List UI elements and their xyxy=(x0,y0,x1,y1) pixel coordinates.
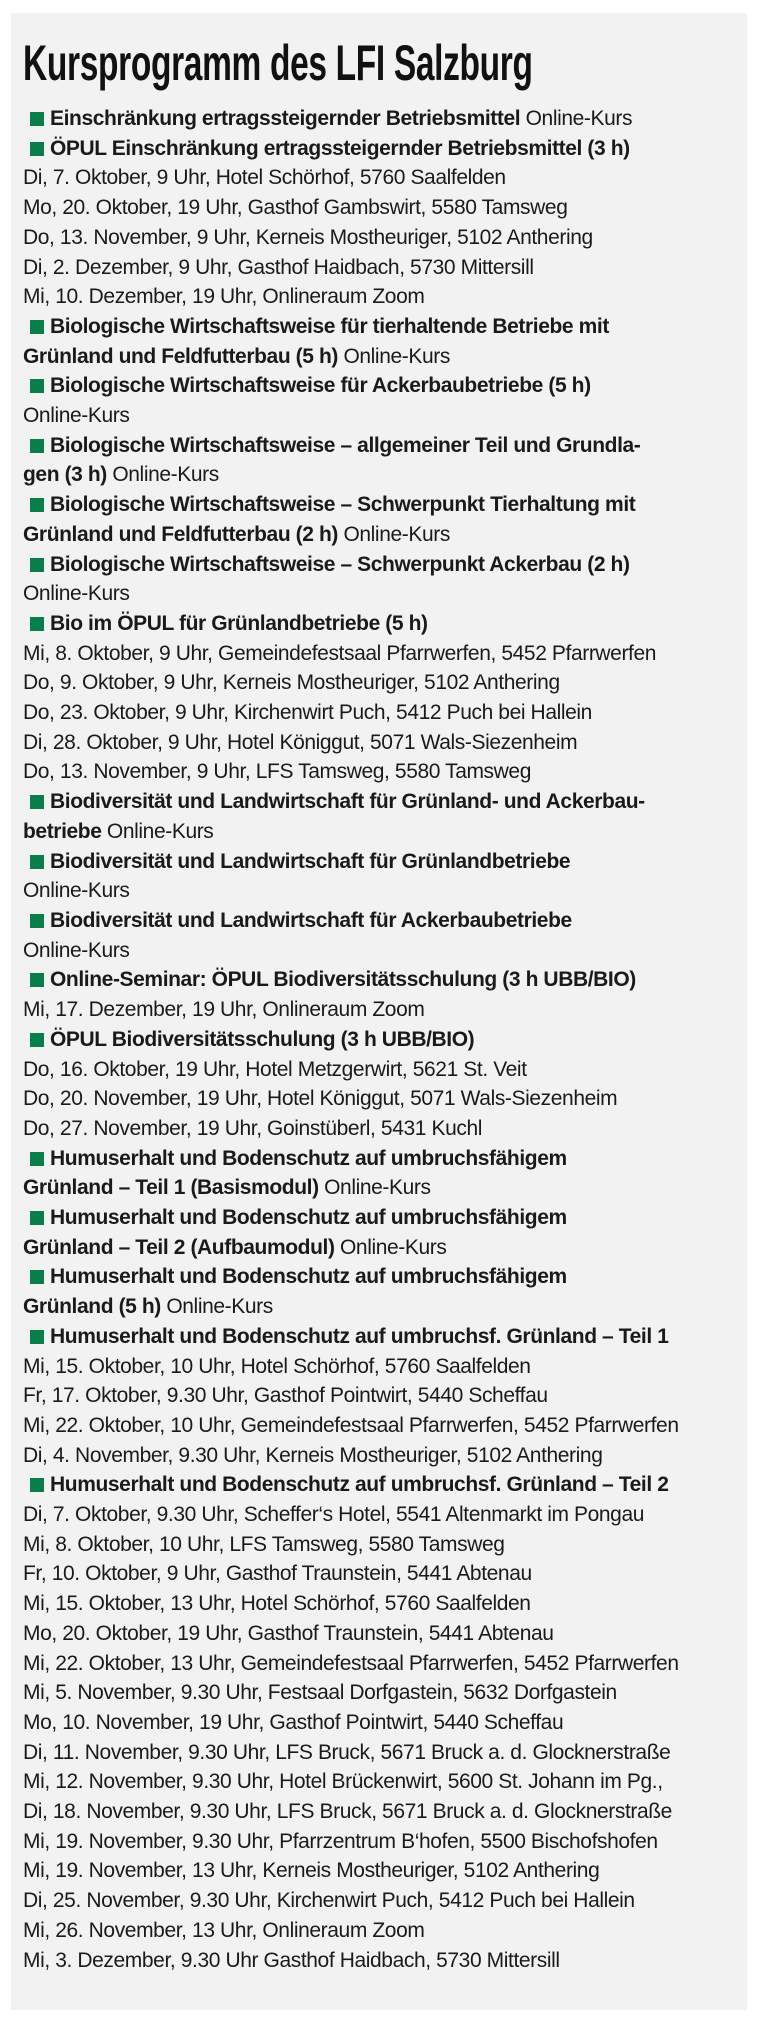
course-detail-text: Di, 7. Oktober, 9.30 Uhr, Scheffer‘s Hotel, 5541 Altenmarkt im Pongau xyxy=(23,1503,645,1527)
course-title-continuation-row xyxy=(23,460,739,490)
course-title-row xyxy=(23,1322,739,1352)
course-detail-text: Mi, 19. November, 13 Uhr, Kerneis Mostheuriger, 5102 Anthering xyxy=(23,1859,600,1883)
course-title-text: Biologische Wirtschaftsweise – Schwerpunkt Ackerbau (2 h) xyxy=(50,552,630,576)
course-session-row xyxy=(23,1827,739,1857)
course-detail-text: Do, 13. November, 9 Uhr, LFS Tamsweg, 5580 Tamsweg xyxy=(23,760,531,784)
course-format-row xyxy=(23,936,739,966)
course-detail-text: Mi, 22. Oktober, 13 Uhr, Gemeindefestsaal Pfarrwerfen, 5452 Pfarrwerfen xyxy=(23,1651,679,1675)
green-square-bullet-icon xyxy=(30,498,44,512)
course-detail-text: Online-Kurs xyxy=(23,879,130,903)
green-square-bullet-icon xyxy=(30,1270,44,1284)
course-format-text: Online-Kurs xyxy=(338,344,450,368)
course-session-row xyxy=(23,668,739,698)
course-title-row xyxy=(23,787,739,817)
course-title-continuation-row xyxy=(23,1173,739,1203)
course-detail-text: Do, 20. November, 19 Uhr, Hotel Königgut, 5071 Wals-Siezenheim xyxy=(23,1087,618,1111)
course-title-text: Grünland (5 h) xyxy=(23,1295,161,1319)
course-detail-text: Mi, 8. Oktober, 9 Uhr, Gemeindefestsaal Pfarrwerfen, 5452 Pfarrwerfen xyxy=(23,641,657,665)
green-square-bullet-icon xyxy=(30,1478,44,1492)
course-title-text: Biodiversität und Landwirtschaft für Grünlandbetriebe xyxy=(50,849,571,873)
course-detail-text: Fr, 10. Oktober, 9 Uhr, Gasthof Traunstein, 5441 Abtenau xyxy=(23,1562,532,1586)
course-title-row xyxy=(23,1025,739,1055)
course-session-row xyxy=(23,995,739,1025)
green-square-bullet-icon xyxy=(30,1152,44,1166)
course-detail-text: Di, 28. Oktober, 9 Uhr, Hotel Königgut, 5071 Wals-Siezenheim xyxy=(23,730,578,754)
green-square-bullet-icon xyxy=(30,1211,44,1225)
course-detail-text: Fr, 17. Oktober, 9.30 Uhr, Gasthof Pointwirt, 5440 Scheffau xyxy=(23,1384,548,1408)
course-session-row xyxy=(23,223,739,253)
green-square-bullet-icon xyxy=(30,914,44,928)
course-title-text: Biologische Wirtschaftsweise – allgemeiner Teil und Grundla- xyxy=(50,433,641,457)
course-detail-text: Do, 23. Oktober, 9 Uhr, Kirchenwirt Puch, 5412 Puch bei Hallein xyxy=(23,701,592,725)
course-session-row xyxy=(23,1589,739,1619)
course-session-row xyxy=(23,639,739,669)
course-session-row xyxy=(23,1559,739,1589)
course-format-text: Online-Kurs xyxy=(334,1235,447,1259)
course-detail-text: Mi, 10. Dezember, 19 Uhr, Onlineraum Zoom xyxy=(23,285,425,309)
course-format-row xyxy=(23,401,739,431)
course-session-row xyxy=(23,698,739,728)
course-session-row xyxy=(23,1055,739,1085)
course-title-row xyxy=(23,965,739,995)
course-detail-text: Online-Kurs xyxy=(23,404,130,428)
course-session-row xyxy=(23,728,739,758)
course-detail-text: Mi, 17. Dezember, 19 Uhr, Onlineraum Zoom xyxy=(23,998,425,1022)
course-session-row xyxy=(23,253,739,283)
course-title-row xyxy=(23,1203,739,1233)
course-title-text: Biodiversität und Landwirtschaft für Ackerbaubetriebe xyxy=(50,908,572,932)
course-session-row xyxy=(23,1441,739,1471)
course-title-row xyxy=(23,906,739,936)
course-detail-text: Di, 4. November, 9.30 Uhr, Kerneis Mostheuriger, 5102 Anthering xyxy=(23,1443,603,1467)
course-title-row xyxy=(23,490,739,520)
course-title-text: Einschränkung ertragssteigernder Betriebsmittel xyxy=(50,107,521,130)
green-square-bullet-icon xyxy=(30,1330,44,1344)
course-session-row xyxy=(23,1946,739,1976)
course-detail-text: Do, 27. November, 19 Uhr, Goinstüberl, 5431 Kuchl xyxy=(23,1116,483,1140)
course-program-panel xyxy=(11,13,747,2010)
course-format-row xyxy=(23,876,739,906)
course-session-row xyxy=(23,1886,739,1916)
course-detail-text: Mi, 22. Oktober, 10 Uhr, Gemeindefestsaal Pfarrwerfen, 5452 Pfarrwerfen xyxy=(23,1413,679,1437)
green-square-bullet-icon xyxy=(30,1033,44,1047)
course-session-row xyxy=(23,1381,739,1411)
course-format-text: Online-Kurs xyxy=(338,522,450,546)
green-square-bullet-icon xyxy=(30,855,44,869)
course-session-row xyxy=(23,1530,739,1560)
course-title-row xyxy=(23,550,739,580)
course-session-row xyxy=(23,1500,739,1530)
course-detail-text: Mi, 8. Oktober, 10 Uhr, LFS Tamsweg, 5580 Tamsweg xyxy=(23,1532,505,1556)
course-session-row xyxy=(23,1767,739,1797)
course-detail-text: Mi, 5. November, 9.30 Uhr, Festsaal Dorfgastein, 5632 Dorfgastein xyxy=(23,1681,617,1705)
course-session-row xyxy=(23,1856,739,1886)
course-title-row xyxy=(23,1144,739,1174)
green-square-bullet-icon xyxy=(30,320,44,334)
course-session-row xyxy=(23,1678,739,1708)
course-detail-text: Mi, 15. Oktober, 10 Uhr, Hotel Schörhof, 5760 Saalfelden xyxy=(23,1354,531,1378)
course-detail-text: Di, 2. Dezember, 9 Uhr, Gasthof Haidbach, 5730 Mittersill xyxy=(23,255,534,279)
course-title-text: ÖPUL Biodiversitätsschulung (3 h UBB/BIO) xyxy=(50,1027,475,1051)
course-title-continuation-row xyxy=(23,520,739,550)
course-detail-text: Mo, 10. November, 19 Uhr, Gasthof Pointwirt, 5440 Scheffau xyxy=(23,1710,564,1734)
course-session-row xyxy=(23,1411,739,1441)
course-detail-text: Di, 7. Oktober, 9 Uhr, Hotel Schörhof, 5760 Saalfelden xyxy=(23,166,506,190)
course-title-text: Grünland – Teil 2 (Aufbaumodul) xyxy=(23,1235,335,1259)
green-square-bullet-icon xyxy=(30,617,44,631)
course-title-row xyxy=(23,1470,739,1500)
course-session-row xyxy=(23,1649,739,1679)
course-session-row xyxy=(23,1797,739,1827)
course-detail-text: Mi, 15. Oktober, 13 Uhr, Hotel Schörhof, 5760 Saalfelden xyxy=(23,1592,531,1616)
course-title-text: Grünland und Feldfutterbau (5 h) xyxy=(23,344,339,368)
course-format-text: Online-Kurs xyxy=(520,107,633,130)
course-detail-text: Mi, 19. November, 9.30 Uhr, Pfarrzentrum B‘hofen, 5500 Bischofshofen xyxy=(23,1829,658,1853)
course-format-text: Online-Kurs xyxy=(101,819,214,843)
course-title-row xyxy=(23,431,739,461)
course-title-text: ÖPUL Einschränkung ertragssteigernder Betriebsmittel (3 h) xyxy=(50,136,630,160)
course-title-continuation-row xyxy=(23,1292,739,1322)
course-title-row xyxy=(23,371,739,401)
course-detail-text: Online-Kurs xyxy=(23,938,130,962)
course-title-text: betriebe xyxy=(23,819,102,843)
course-format-text: Online-Kurs xyxy=(318,1176,431,1200)
course-detail-text: Mi, 3. Dezember, 9.30 Uhr Gasthof Haidbach, 5730 Mittersill xyxy=(23,1948,560,1972)
course-session-row xyxy=(23,1084,739,1114)
course-title-text: gen (3 h) xyxy=(23,463,107,487)
course-detail-text: Do, 16. Oktober, 19 Uhr, Hotel Metzgerwirt, 5621 St. Veit xyxy=(23,1057,527,1081)
course-format-row xyxy=(23,579,739,609)
course-detail-text: Di, 25. November, 9.30 Uhr, Kirchenwirt Puch, 5412 Puch bei Hallein xyxy=(23,1889,635,1913)
course-session-row xyxy=(23,1916,739,1946)
course-title-continuation-row xyxy=(23,817,739,847)
course-detail-text: Do, 9. Oktober, 9 Uhr, Kerneis Mostheuriger, 5102 Anthering xyxy=(23,671,560,695)
course-detail-text: Do, 13. November, 9 Uhr, Kerneis Mostheuriger, 5102 Anthering xyxy=(23,225,593,249)
course-title-row xyxy=(23,1262,739,1292)
course-session-row xyxy=(23,193,739,223)
course-title-text: Grünland und Feldfutterbau (2 h) xyxy=(23,522,339,546)
green-square-bullet-icon xyxy=(30,795,44,809)
course-title-row xyxy=(23,312,739,342)
course-title-row xyxy=(23,609,739,639)
course-title-row xyxy=(23,847,739,877)
course-detail-text: Mi, 26. November, 13 Uhr, Onlineraum Zoom xyxy=(23,1918,425,1942)
course-title-text: Humuserhalt und Bodenschutz auf umbruchsfähigem xyxy=(50,1146,567,1170)
course-title-row xyxy=(23,134,739,164)
course-session-row xyxy=(23,1738,739,1768)
course-session-row xyxy=(23,1114,739,1144)
course-session-row xyxy=(23,282,739,312)
course-title-text: Grünland – Teil 1 (Basismodul) xyxy=(23,1176,319,1200)
course-title-text: Biodiversität und Landwirtschaft für Grünland- und Ackerbau- xyxy=(50,790,645,814)
course-detail-text: Di, 11. November, 9.30 Uhr, LFS Bruck, 5671 Bruck a. d. Glocknerstraße xyxy=(23,1740,671,1764)
course-title-text: Biologische Wirtschaftsweise für tierhaltende Betriebe mit xyxy=(50,314,609,338)
course-format-text: Online-Kurs xyxy=(160,1295,273,1319)
course-title-text: Biologische Wirtschaftsweise – Schwerpunkt Tierhaltung mit xyxy=(50,493,636,517)
course-session-row xyxy=(23,1619,739,1649)
course-title-text: Online-Seminar: ÖPUL Biodiversitätsschulung (3 h UBB/BIO) xyxy=(50,968,636,992)
course-title-text: Humuserhalt und Bodenschutz auf umbruchsf. Grünland – Teil 2 xyxy=(50,1473,669,1497)
course-session-row xyxy=(23,163,739,193)
course-detail-text: Mi, 12. November, 9.30 Uhr, Hotel Brückenwirt, 5600 St. Johann im Pg., xyxy=(23,1770,663,1794)
course-detail-text: Di, 18. November, 9.30 Uhr, LFS Bruck, 5671 Bruck a. d. Glocknerstraße xyxy=(23,1800,672,1824)
course-format-text: Online-Kurs xyxy=(106,463,219,487)
course-detail-text: Mo, 20. Oktober, 19 Uhr, Gasthof Gambswirt, 5580 Tamsweg xyxy=(23,196,568,220)
course-detail-text: Mo, 20. Oktober, 19 Uhr, Gasthof Traunstein, 5441 Abtenau xyxy=(23,1621,554,1645)
course-title-text: Bio im ÖPUL für Grünlandbetriebe (5 h) xyxy=(50,611,428,635)
course-title-row xyxy=(23,104,739,134)
course-title-text: Humuserhalt und Bodenschutz auf umbruchsf. Grünland – Teil 1 xyxy=(50,1324,669,1348)
course-detail-text: Online-Kurs xyxy=(23,582,130,606)
green-square-bullet-icon xyxy=(30,379,44,393)
course-title-text: Humuserhalt und Bodenschutz auf umbruchsfähigem xyxy=(50,1206,567,1230)
page-title: Kursprogramm des LFI Salzburg xyxy=(23,35,533,91)
green-square-bullet-icon xyxy=(30,439,44,453)
course-list xyxy=(23,104,739,1975)
green-square-bullet-icon xyxy=(30,973,44,987)
course-session-row xyxy=(23,757,739,787)
course-title-continuation-row xyxy=(23,1233,739,1263)
course-session-row xyxy=(23,1352,739,1382)
green-square-bullet-icon xyxy=(30,112,44,126)
course-session-row xyxy=(23,1708,739,1738)
course-title-continuation-row xyxy=(23,342,739,372)
green-square-bullet-icon xyxy=(30,142,44,156)
course-title-text: Humuserhalt und Bodenschutz auf umbruchsfähigem xyxy=(50,1265,567,1289)
course-title-text: Biologische Wirtschaftsweise für Ackerbaubetriebe (5 h) xyxy=(50,374,591,398)
green-square-bullet-icon xyxy=(30,558,44,572)
